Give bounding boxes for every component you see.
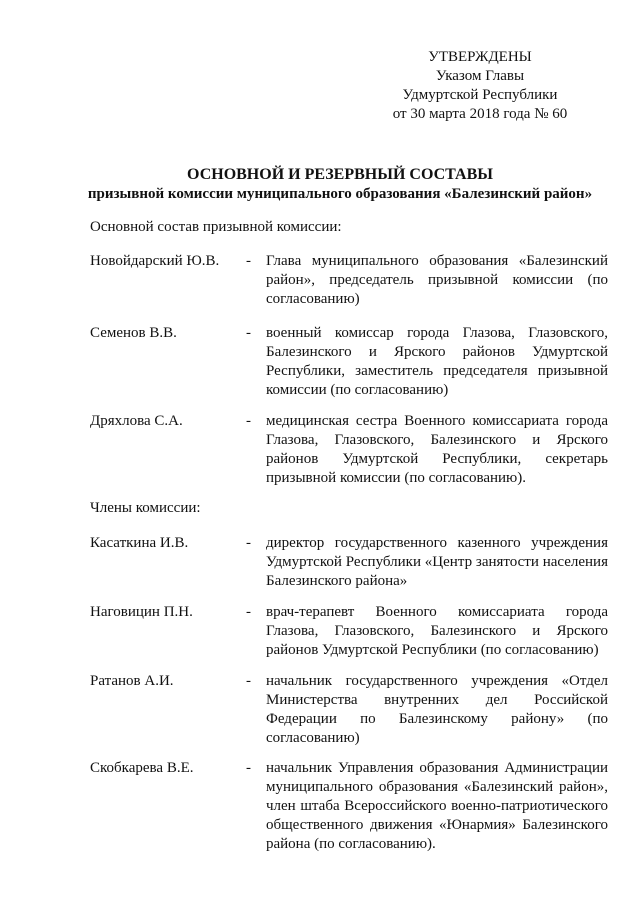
dash-separator: - (246, 535, 251, 551)
approval-line-3: Удмуртской Республики (402, 87, 558, 103)
member-name: Скобкарева В.Е. (90, 760, 194, 776)
approval-line-4: от 30 марта 2018 года № 60 (392, 106, 568, 122)
member-role: начальник государственного учреждения «Отдел Министерства внутренних дел Российской Федерации по Балезинскому району» (по согласованию) (266, 673, 608, 746)
approval-block (380, 48, 580, 124)
approval-line-2: Указом Главы (435, 68, 525, 84)
section-heading-main: Основной состав призывной комиссии: (90, 219, 342, 235)
approval-line-1: УТВЕРЖДЕНЫ (428, 49, 532, 65)
dash-separator: - (246, 673, 251, 689)
dash-separator: - (246, 253, 251, 269)
member-role: начальник Управления образования Администрации муниципального образования «Балезинский район», член штаба Всероссийского военно-патриотического общественного движения «Юнармия» Балезинского района (по согласованию). (266, 760, 608, 852)
member-name: Касаткина И.В. (90, 535, 189, 551)
member-name: Наговицин П.Н. (90, 604, 193, 620)
document-subtitle: призывной комиссии муниципального образования «Балезинский район» (87, 186, 593, 202)
member-role: медицинская сестра Военного комиссариата города Глазова, Глазовского, Балезинского и Ярского районов Удмуртской Республики, секретарь призывной комиссии (по согласованию). (266, 413, 608, 486)
member-name: Дряхлова С.А. (90, 413, 183, 429)
document-title: ОСНОВНОЙ И РЕЗЕРВНЫЙ СОСТАВЫ (187, 166, 493, 183)
dash-separator: - (246, 325, 251, 341)
member-role: врач-терапевт Военного комиссариата города Глазова, Глазовского, Балезинского и Ярского районов Удмуртской Республики (по согласованию) (266, 604, 608, 658)
member-name: Ратанов А.И. (90, 673, 174, 689)
dash-separator: - (246, 413, 251, 429)
dash-separator: - (246, 604, 251, 620)
member-role: директор государственного казенного учреждения Удмуртской Республики «Центр занятости населения Балезинского района» (266, 535, 608, 589)
member-name: Новойдарский Ю.В. (90, 253, 220, 269)
member-name: Семенов В.В. (90, 325, 177, 341)
dash-separator: - (246, 760, 251, 776)
member-role: военный комиссар города Глазова, Глазовского, Балезинского и Ярского районов Удмуртской Республики, заместитель председателя призывной комиссии (по согласованию) (266, 325, 608, 398)
member-role: Глава муниципального образования «Балезинский район», председатель призывной комиссии (по согласованию) (266, 253, 608, 307)
section-heading-members: Члены комиссии: (90, 500, 201, 516)
